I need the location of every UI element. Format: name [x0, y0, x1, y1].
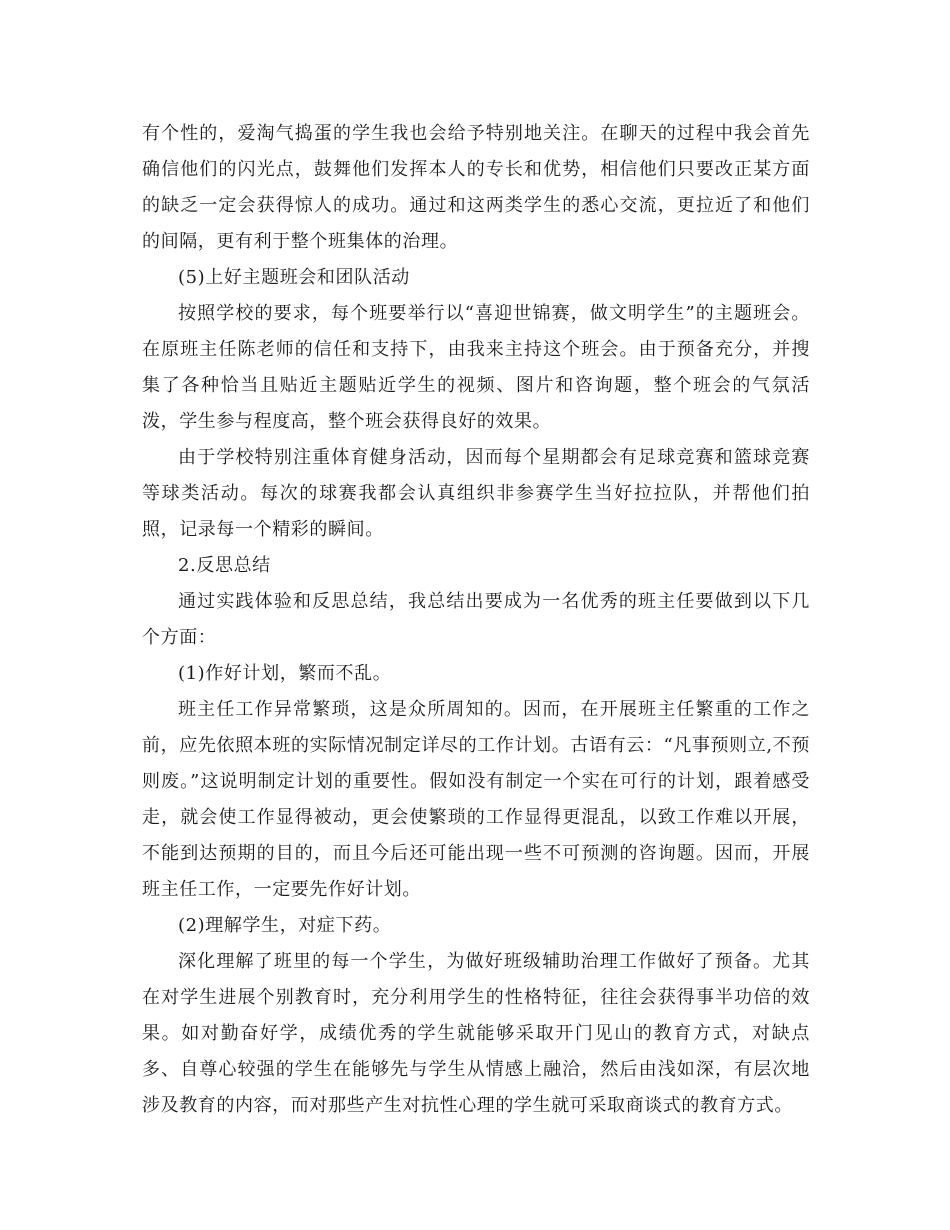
paragraph-understanding: 深化理解了班里的每一个学生，为做好班级辅助治理工作做好了预备。尤其在对学生进展个别教育时，充分利用学生的性格特征，往往会获得事半功倍的效果。如对勤奋好学，成绩优秀的学生就能够采取开门见山的教育方式，对缺点多、自尊心较强的学生在能够先与学生从情感上融洽，然后由浅如深，有层次地涉及教育的内容，而对那些产生对抗性心理的学生就可采取商谈式的教育方式。 [142, 951, 810, 1116]
section-heading-theme-meeting: (5)上好主题班会和团队活动 [178, 267, 410, 288]
section-heading-planning: (1)作好计划，繁而不乱。 [178, 663, 392, 684]
document-page [142, 116, 810, 1124]
section-heading-understanding: (2)理解学生，对症下药。 [178, 915, 392, 936]
section-heading-reflection: 2.反思总结 [178, 555, 271, 576]
paragraph-continued: 有个性的，爱淘气捣蛋的学生我也会给予特别地关注。在聊天的过程中我会首先确信他们的闪光点，鼓舞他们发挥本人的专长和优势，相信他们只要改正某方面的缺乏一定会获得惊人的成功。通过和这两类学生的悉心交流，更拉近了和他们的间隔，更有利于整个班集体的治理。 [142, 123, 810, 252]
paragraph-theme-meeting: 按照学校的要求，每个班要举行以“喜迎世锦赛，做文明学生”的主题班会。在原班主任陈老师的信任和支持下，由我来主持这个班会。由于预备充分，并搜集了各种恰当且贴近主题贴近学生的视频、图片和咨询题，整个班会的气氛活泼，学生参与程度高，整个班会获得良好的效果。 [142, 303, 810, 432]
paragraph-reflection-intro: 通过实践体验和反思总结，我总结出要成为一名优秀的班主任要做到以下几个方面： [142, 591, 810, 648]
paragraph-sports-activities: 由于学校特别注重体育健身活动，因而每个星期都会有足球竞赛和篮球竞赛等球类活动。每次的球赛我都会认真组织非参赛学生当好拉拉队，并帮他们拍照，记录每一个精彩的瞬间。 [142, 447, 810, 540]
paragraph-planning: 班主任工作异常繁琐，这是众所周知的。因而，在开展班主任繁重的工作之前，应先依照本班的实际情况制定详尽的工作计划。古语有云：“凡事预则立,不预则废。”这说明制定计划的重要性。假如没有制定一个实在可行的计划，跟着感受走，就会使工作显得被动，更会使繁琐的工作显得更混乱，以致工作难以开展，不能到达预期的目的，而且今后还可能出现一些不可预测的咨询题。因而，开展班主任工作，一定要先作好计划。 [142, 699, 810, 900]
